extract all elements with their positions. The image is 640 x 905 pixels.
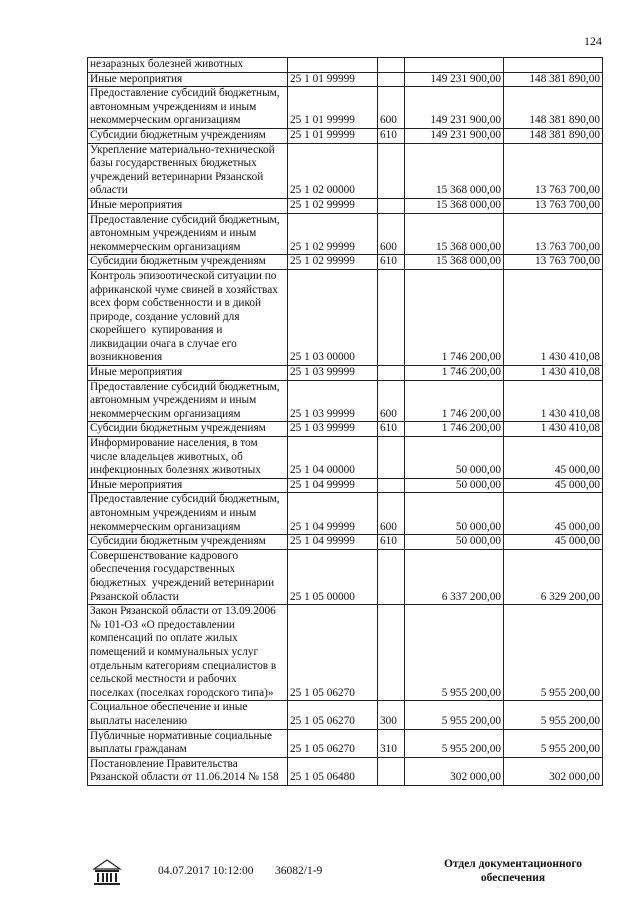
table-row <box>88 87 603 129</box>
row-csr-code-cell: 25 1 04 99999 <box>288 493 378 535</box>
row-sum-plan-cell: 15 368 000,00 <box>405 198 504 213</box>
row-csr-code-cell: 25 1 03 99999 <box>288 380 378 422</box>
table-row <box>88 437 603 479</box>
row-name-cell: Информирование населения, в том числе владельцев животных, об инфекционных болезнях животных <box>88 437 288 479</box>
row-sum-actual-cell: 1 430 410,08 <box>504 380 603 422</box>
row-csr-code-cell: 25 1 02 99999 <box>288 213 378 255</box>
row-name-cell: Предоставление субсидий бюджетным, автономным учреждениям и иным некоммерческим организациям <box>88 87 288 129</box>
row-csr-code-cell: 25 1 05 06270 <box>288 701 378 729</box>
row-sum-plan-cell: 50 000,00 <box>405 478 504 493</box>
row-sum-actual-cell: 45 000,00 <box>504 478 603 493</box>
row-name-cell: Предоставление субсидий бюджетным, автономным учреждениям и иным некоммерческим организациям <box>88 213 288 255</box>
row-vr-code-cell <box>378 198 405 213</box>
row-sum-plan-cell: 1 746 200,00 <box>405 380 504 422</box>
row-sum-plan-cell: 1 746 200,00 <box>405 269 504 365</box>
row-csr-code-cell: 25 1 03 99999 <box>288 422 378 437</box>
row-vr-code-cell: 600 <box>378 87 405 129</box>
row-name-cell: Иные мероприятия <box>88 72 288 87</box>
table-row <box>88 255 603 270</box>
table-row <box>88 535 603 550</box>
row-sum-plan-cell: 1 746 200,00 <box>405 422 504 437</box>
row-name-cell: Социальное обеспечение и иные выплаты населению <box>88 701 288 729</box>
row-sum-plan-cell: 50 000,00 <box>405 493 504 535</box>
footer-document-id: 36082/1-9 <box>275 865 323 877</box>
row-sum-plan-cell: 15 368 000,00 <box>405 255 504 270</box>
page-number: 124 <box>584 34 602 48</box>
row-sum-actual-cell: 148 381 890,00 <box>504 72 603 87</box>
row-sum-actual-cell: 1 430 410,08 <box>504 269 603 365</box>
row-vr-code-cell: 310 <box>378 729 405 757</box>
row-vr-code-cell: 300 <box>378 701 405 729</box>
row-sum-actual-cell: 1 430 410,08 <box>504 422 603 437</box>
row-vr-code-cell <box>378 143 405 198</box>
row-name-cell: Иные мероприятия <box>88 366 288 381</box>
row-sum-actual-cell: 302 000,00 <box>504 757 603 785</box>
table-row <box>88 269 603 365</box>
row-name-cell: Контроль эпизоотической ситуации по африканской чуме свиней в хозяйствах всех форм собственности и в дикой природе, создание условий для скорейшего купирования и ликвидации очага в случае его возникновения <box>88 269 288 365</box>
row-vr-code-cell: 600 <box>378 380 405 422</box>
row-csr-code-cell <box>288 58 378 73</box>
table-row <box>88 143 603 198</box>
row-sum-actual-cell: 5 955 200,00 <box>504 701 603 729</box>
row-name-cell: Предоставление субсидий бюджетным, автономным учреждениям и иным некоммерческим организациям <box>88 380 288 422</box>
row-sum-actual-cell: 13 763 700,00 <box>504 198 603 213</box>
row-vr-code-cell <box>378 437 405 479</box>
row-sum-actual-cell: 5 955 200,00 <box>504 605 603 701</box>
row-csr-code-cell: 25 1 05 06270 <box>288 729 378 757</box>
table-row <box>88 72 603 87</box>
table-row <box>88 213 603 255</box>
budget-table-body <box>88 58 603 786</box>
duma-building-icon <box>90 858 124 888</box>
row-vr-code-cell <box>378 269 405 365</box>
table-row <box>88 198 603 213</box>
row-sum-plan-cell: 6 337 200,00 <box>405 549 504 604</box>
row-name-cell: Иные мероприятия <box>88 198 288 213</box>
table-row <box>88 549 603 604</box>
row-csr-code-cell: 25 1 01 99999 <box>288 87 378 129</box>
row-csr-code-cell: 25 1 03 00000 <box>288 269 378 365</box>
row-csr-code-cell: 25 1 01 99999 <box>288 72 378 87</box>
row-name-cell: Субсидии бюджетным учреждениям <box>88 255 288 270</box>
row-sum-actual-cell: 13 763 700,00 <box>504 255 603 270</box>
row-vr-code-cell <box>378 605 405 701</box>
row-sum-plan-cell: 50 000,00 <box>405 535 504 550</box>
row-name-cell: незаразных болезней животных <box>88 58 288 73</box>
table-row <box>88 58 603 73</box>
row-csr-code-cell: 25 1 04 99999 <box>288 535 378 550</box>
row-sum-actual-cell: 45 000,00 <box>504 437 603 479</box>
row-sum-plan-cell: 149 231 900,00 <box>405 128 504 143</box>
table-row <box>88 493 603 535</box>
table-row <box>88 366 603 381</box>
table-row <box>88 701 603 729</box>
row-sum-actual-cell: 6 329 200,00 <box>504 549 603 604</box>
row-vr-code-cell: 600 <box>378 213 405 255</box>
row-sum-actual-cell: 45 000,00 <box>504 493 603 535</box>
row-sum-plan-cell: 5 955 200,00 <box>405 701 504 729</box>
row-sum-plan-cell: 302 000,00 <box>405 757 504 785</box>
row-csr-code-cell: 25 1 04 00000 <box>288 437 378 479</box>
row-sum-actual-cell: 1 430 410,08 <box>504 366 603 381</box>
row-name-cell: Субсидии бюджетным учреждениям <box>88 128 288 143</box>
row-sum-plan-cell <box>405 58 504 73</box>
table-row <box>88 128 603 143</box>
table-row <box>88 478 603 493</box>
row-sum-plan-cell: 15 368 000,00 <box>405 213 504 255</box>
row-vr-code-cell <box>378 549 405 604</box>
row-sum-actual-cell: 148 381 890,00 <box>504 128 603 143</box>
table-row <box>88 422 603 437</box>
row-vr-code-cell <box>378 757 405 785</box>
row-sum-actual-cell: 45 000,00 <box>504 535 603 550</box>
row-csr-code-cell: 25 1 03 99999 <box>288 366 378 381</box>
row-name-cell: Предоставление субсидий бюджетным, автономным учреждениям и иным некоммерческим организациям <box>88 493 288 535</box>
row-sum-plan-cell: 5 955 200,00 <box>405 729 504 757</box>
row-sum-actual-cell <box>504 58 603 73</box>
row-csr-code-cell: 25 1 05 06270 <box>288 605 378 701</box>
row-name-cell: Постановление Правительства Рязанской области от 11.06.2014 № 158 <box>88 757 288 785</box>
row-name-cell: Совершенствование кадрового обеспечения государственных бюджетных учреждений ветеринарии Рязанской области <box>88 549 288 604</box>
footer-datetime: 04.07.2017 10:12:00 <box>158 865 254 877</box>
row-sum-plan-cell: 149 231 900,00 <box>405 87 504 129</box>
row-sum-actual-cell: 5 955 200,00 <box>504 729 603 757</box>
table-row <box>88 380 603 422</box>
row-csr-code-cell: 25 1 02 99999 <box>288 198 378 213</box>
row-sum-plan-cell: 1 746 200,00 <box>405 366 504 381</box>
row-csr-code-cell: 25 1 02 00000 <box>288 143 378 198</box>
row-vr-code-cell <box>378 366 405 381</box>
row-csr-code-cell: 25 1 05 06480 <box>288 757 378 785</box>
row-vr-code-cell: 600 <box>378 493 405 535</box>
row-sum-actual-cell: 13 763 700,00 <box>504 213 603 255</box>
row-csr-code-cell: 25 1 01 99999 <box>288 128 378 143</box>
row-sum-actual-cell: 13 763 700,00 <box>504 143 603 198</box>
row-vr-code-cell: 610 <box>378 535 405 550</box>
row-name-cell: Укрепление материально-технической базы государственных бюджетных учреждений ветеринарии Рязанской области <box>88 143 288 198</box>
row-name-cell: Публичные нормативные социальные выплаты гражданам <box>88 729 288 757</box>
row-sum-actual-cell: 148 381 890,00 <box>504 87 603 129</box>
row-vr-code-cell: 610 <box>378 128 405 143</box>
row-vr-code-cell <box>378 478 405 493</box>
row-vr-code-cell: 610 <box>378 255 405 270</box>
row-vr-code-cell <box>378 72 405 87</box>
row-name-cell: Иные мероприятия <box>88 478 288 493</box>
budget-table <box>87 57 603 786</box>
table-row <box>88 729 603 757</box>
table-row <box>88 605 603 701</box>
table-row <box>88 757 603 785</box>
row-csr-code-cell: 25 1 04 99999 <box>288 478 378 493</box>
row-csr-code-cell: 25 1 02 99999 <box>288 255 378 270</box>
footer-department: Отдел документационного обеспечения <box>443 858 583 884</box>
row-sum-plan-cell: 15 368 000,00 <box>405 143 504 198</box>
row-csr-code-cell: 25 1 05 00000 <box>288 549 378 604</box>
row-sum-plan-cell: 149 231 900,00 <box>405 72 504 87</box>
row-name-cell: Субсидии бюджетным учреждениям <box>88 535 288 550</box>
row-vr-code-cell <box>378 58 405 73</box>
row-vr-code-cell: 610 <box>378 422 405 437</box>
row-name-cell: Субсидии бюджетным учреждениям <box>88 422 288 437</box>
row-sum-plan-cell: 50 000,00 <box>405 437 504 479</box>
row-sum-plan-cell: 5 955 200,00 <box>405 605 504 701</box>
row-name-cell: Закон Рязанской области от 13.09.2006 № 101-ОЗ «О предоставлении компенсаций по оплате жилых помещений и коммунальных услуг отдельным категориям специалистов в сельской местности и рабочих поселках (поселках городского типа)» <box>88 605 288 701</box>
